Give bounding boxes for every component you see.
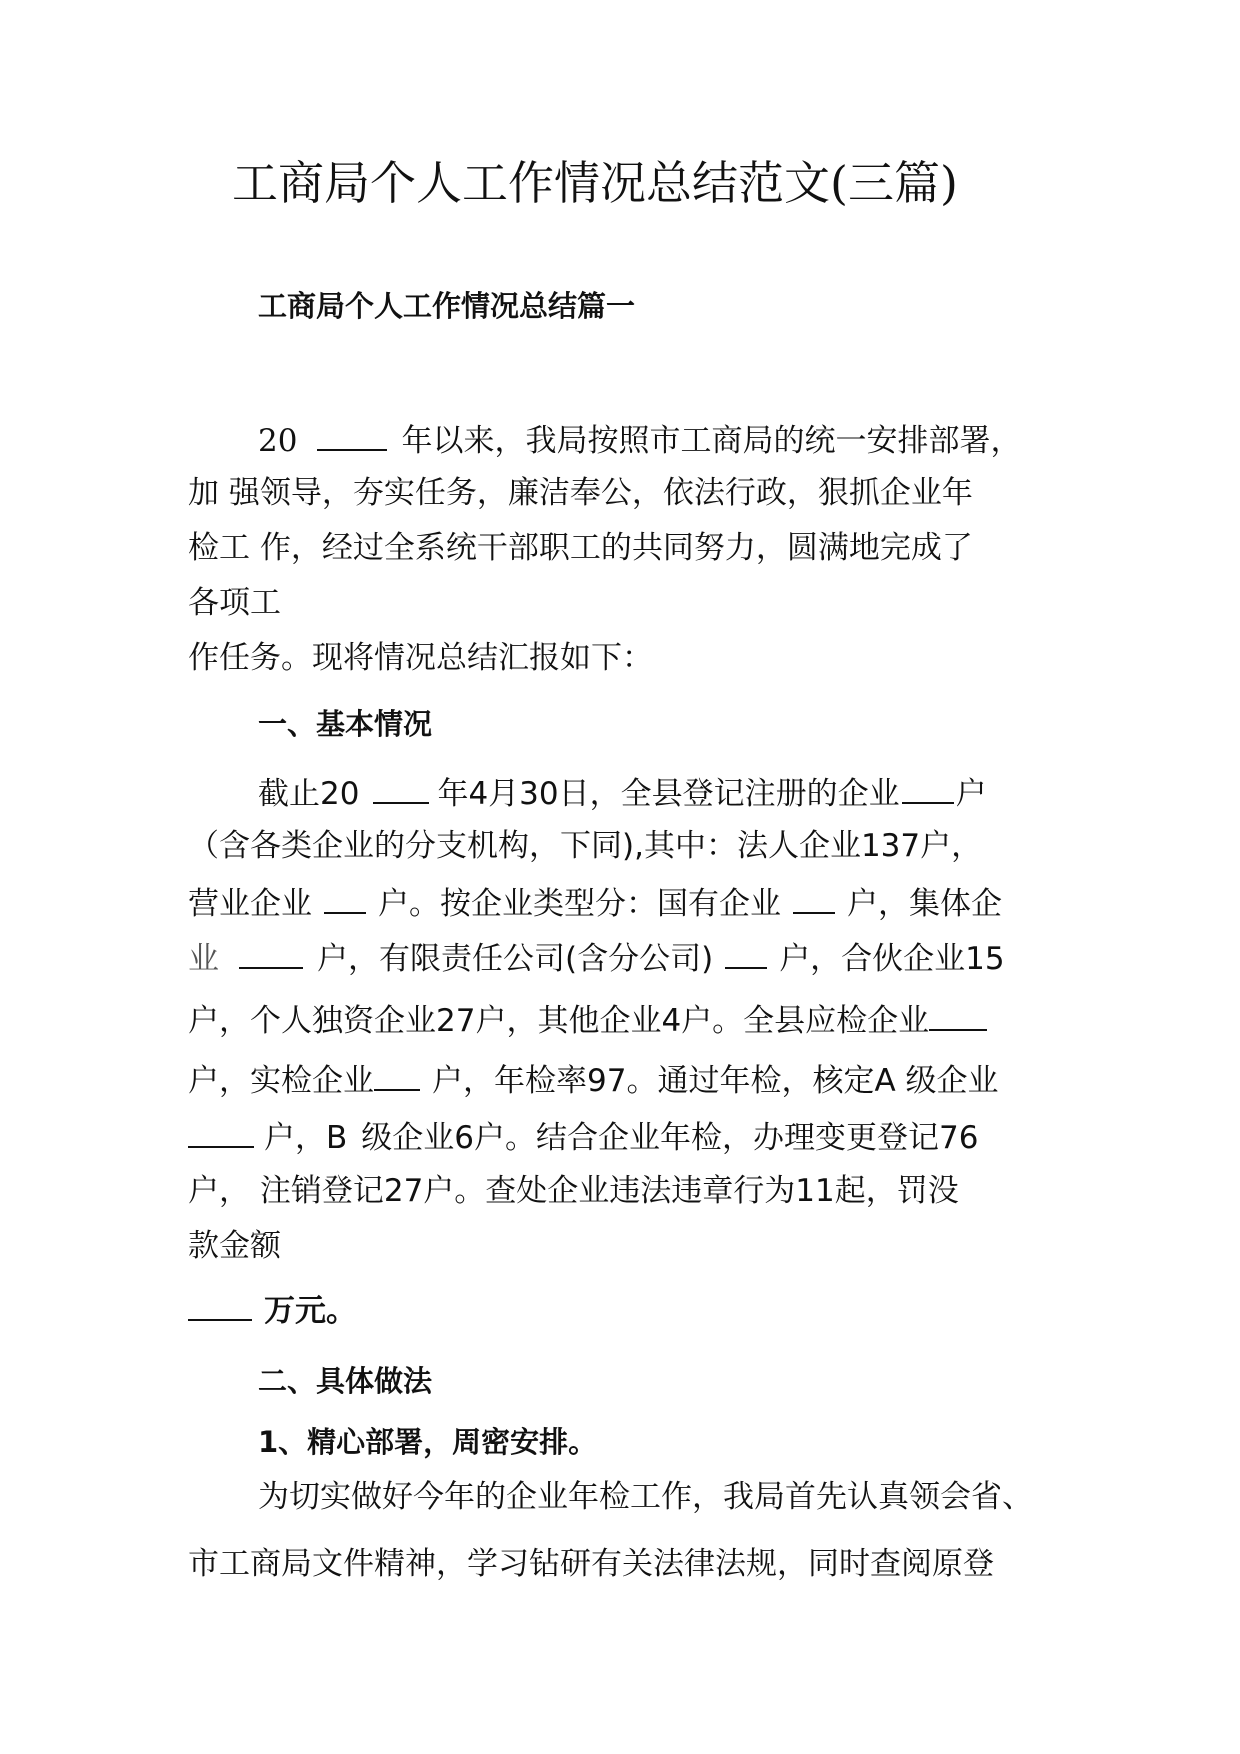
blank-field <box>902 776 954 804</box>
subheading-item-1: 1、精心部署，周密安排。 <box>258 1425 598 1459</box>
paragraph-line: 户，个人独资企业27户，其他企业4户。全县应检企业 <box>188 1003 987 1037</box>
blank-field <box>188 1293 252 1321</box>
paragraph-line: 各项工 <box>188 585 281 621</box>
paragraph-line: 20 年以来，我局按照市工商局的统一安排部署， <box>258 423 1022 459</box>
blank-field <box>373 776 429 804</box>
blank-field <box>317 423 387 451</box>
blank-field <box>793 886 835 914</box>
paragraph-line: 业 户，有限责任公司(含分公司) 户，合伙企业15 <box>188 941 1005 977</box>
blank-field <box>929 1003 987 1031</box>
blank-field <box>374 1063 420 1091</box>
paragraph-line: 市工商局文件精神，学习钻研有关法律法规，同时查阅原登 <box>188 1546 994 1582</box>
paragraph-line: 户，B 级企业6户。结合企业年检，办理变更登记76 <box>188 1120 978 1154</box>
subheading-methods: 二、具体做法 <box>258 1364 433 1398</box>
paragraph-line: 截止20 年4月30日，全县登记注册的企业 户 <box>258 776 987 812</box>
blank-field <box>324 886 366 914</box>
paragraph-line: （含各类企业的分支机构，下同),其中：法人企业137户， <box>188 828 983 864</box>
paragraph-line: 户，实检企业 户，年检率97。通过年检，核定A 级企业 <box>188 1063 999 1099</box>
paragraph-line: 营业企业 户。按企业类型分：国有企业 户，集体企 <box>188 886 1002 922</box>
paragraph-line: 为切实做好今年的企业年检工作，我局首先认真领会省、 <box>258 1479 1033 1515</box>
paragraph-line: 万元。 <box>188 1293 357 1327</box>
blank-field <box>725 941 767 969</box>
document-title: 工商局个人工作情况总结范文(三篇) <box>232 156 958 210</box>
paragraph-line: 检工 作，经过全系统干部职工的共同努力，圆满地完成了 <box>188 530 973 566</box>
section-heading: 工商局个人工作情况总结篇一 <box>258 289 636 323</box>
blank-field <box>239 941 303 969</box>
paragraph-line: 加 强领导，夯实任务，廉洁奉公，依法行政，狠抓企业年 <box>188 475 973 511</box>
subheading-basic: 一、基本情况 <box>258 707 433 741</box>
paragraph-line: 款金额 <box>188 1228 281 1264</box>
year-text: 20 <box>258 423 298 459</box>
paragraph-line: 户， 注销登记27户。查处企业违法违章行为11起，罚没 <box>188 1173 959 1209</box>
paragraph-line: 作任务。现将情况总结汇报如下： <box>188 640 653 676</box>
blank-field <box>188 1120 254 1148</box>
